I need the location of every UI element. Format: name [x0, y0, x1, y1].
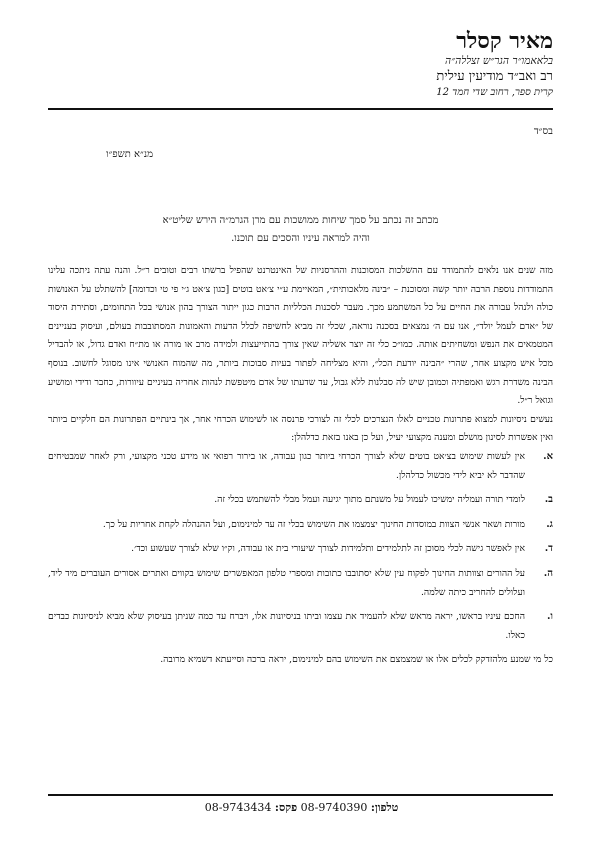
letter-body	[48, 262, 553, 670]
list-marker: ג.	[546, 518, 553, 530]
list-marker: ה.	[543, 567, 553, 579]
letter-date: מנ״א תשפ״ו	[106, 149, 153, 160]
list-item-text: החכם עיניו בראשו, יראה מראש שלא להעמיד את עצמו וביתו בניסיונות אלו, ויברח עד כמה שניתן בעיסוק שלא מביא לניסיונות כבדים כאלו.	[48, 611, 525, 641]
instructions-list	[48, 448, 553, 645]
fax-label: פקס:	[274, 801, 298, 814]
address-line: קרית ספר, רחוב שדי חמד 12	[436, 87, 553, 98]
lineage-line: בלאאמו״ר הגר״ש זצללה״ה	[444, 55, 553, 67]
intro-line-1: מכתב זה נכתב על סמך שיחות ממושכות עם מרן הגרמ״ה הירש שליט״א	[162, 215, 439, 226]
intro-note	[48, 212, 553, 248]
rabbi-title: רב ואב״ד מודיעין עילית	[436, 69, 553, 84]
list-item-text: מורות ושאר אנשי הצוות במוסדות החינוך יצמצמו את השימוש בכלי זה עד למינימום, ועל ההנהלה לקחת אחריות על כך.	[102, 518, 525, 530]
fax-number: 08-9743434	[204, 801, 272, 814]
paragraph-2: נעשים ניסיונות למצוא פתרונות טכניים לאלו הנצרכים לכלי זה לצורכי פרנסה או לשימוש הכרחי אחר, אך בינתיים הפתרונות הם חלקיים ביותר ואין אפשרות לסינון מושלם ומענה מקצועי יעיל, ועל כן באנו בזאת כדלהלן:	[48, 413, 553, 444]
contact-footer	[0, 801, 603, 814]
list-item-text: אין לאפשר גישה לכלי מסוכן זה לתלמידים ותלמידות לצורך שיעורי בית או עבודה, וק״ו שלא לצורך שעשוע וכד׳.	[131, 543, 525, 555]
list-marker: ד.	[544, 543, 553, 555]
list-marker: א.	[543, 450, 553, 462]
list-item-text: לומדי תורה ועמליה ימשיכו לעמול על משנתם מתוך יגיעה ועמל מבלי להשתמש בכלי זה.	[214, 494, 525, 506]
list-item	[48, 516, 553, 535]
list-item	[48, 565, 553, 602]
rabbi-name: מאיר קסלר	[456, 28, 553, 54]
list-item	[48, 540, 553, 559]
phone-number: 08-9740390	[300, 801, 368, 814]
letterhead	[253, 28, 553, 100]
footer-divider	[48, 794, 553, 796]
list-item	[48, 448, 553, 485]
list-marker: ב.	[544, 494, 553, 506]
paragraph-1: מזה שנים אנו נלאים להתמודד עם ההשלכות המסוכנות וההרסניות של האינטרנט שהפיל ברשתו רבים וטובים ר״ל. והנה עתה ניתכה עלינו התמודדות נוספת הרבה יותר קשה ומסוכנת – ״בינה מלאכותית״, המאיימת ע״י צ׳אט בוטים [כגון צ׳אט ג׳י פי טי וכדומה] להשתלט על האנושות כולה ולנהל עבורה את החיים על כל המשתמע מכך. מעבר לסכנות הכלליות הרבות כגון ייתור הצורך בהון אנושי בכל התחומים, וסתירת היסוד של ״אדם לעמל יולד״, אנו עם ה׳ נמצאים בסכנה נוראה, שכלי זה מביא לחשיפה לכלל הדעות והאמונות המסתובבות בעולם, ועיסוק בעניינים המטמאים את הנפש ומשחיתים אותה. כמו״כ כלי זה יוצר אשליה שאין צורך בהתייעצות ולמידה מרב או מורה או מת״ח ואדם גדול, או להבדיל מכל איש מקצוע אחר, שהרי ״הבינה יודעת הכל״, והיא מצליחה לפתור בעיות סבוכות ביותר, מה שהמוח האנושי אינו מסוגל לחשוב. בנוסף הבינה משדרת רגש ואמפתיה וכמובן שיש לה סבלנות ללא גבול, עד שדעתו של אדם מיטפשת לנהות אחריה בעיניים עיוורות, כחבר ודידי ומושיע וגואל ר״ל.	[48, 265, 553, 407]
intro-line-2: והיה למראה עיניו והסכים עם תוכנו.	[231, 233, 370, 244]
closing-paragraph: כל מי שמנע מלהזדקק לכלים אלו או שמצמצם את השימוש בהם למינימום, יראה ברכה וסייעתא דשמיא מרובה.	[160, 654, 553, 666]
list-item	[48, 491, 553, 510]
list-item	[48, 608, 553, 645]
header-divider	[48, 108, 553, 110]
list-item-text: על ההורים וצוותות החינוך לפקוח עין שלא יסתובבו כתובות ומספרי טלפון המאפשרים שימוש בקווים ואתרים אסורים העוברים מיד ליד, ועלולים להחריב כיתה שלמה.	[48, 567, 525, 598]
phone-label: טלפון:	[370, 801, 399, 814]
list-marker: ו.	[546, 611, 553, 623]
bsd-mark: בס״ד	[533, 126, 553, 137]
list-item-text: אין לעשות שימוש בצ׳אט בוטים שלא לצורך הכרחי ביותר כגון עבודה, או בירור רפואי או מידע טכני מקצועי, ורק לאחר שמבטיחים שהדבר לא יביא לידי מכשול כדלהלן.	[48, 450, 525, 481]
